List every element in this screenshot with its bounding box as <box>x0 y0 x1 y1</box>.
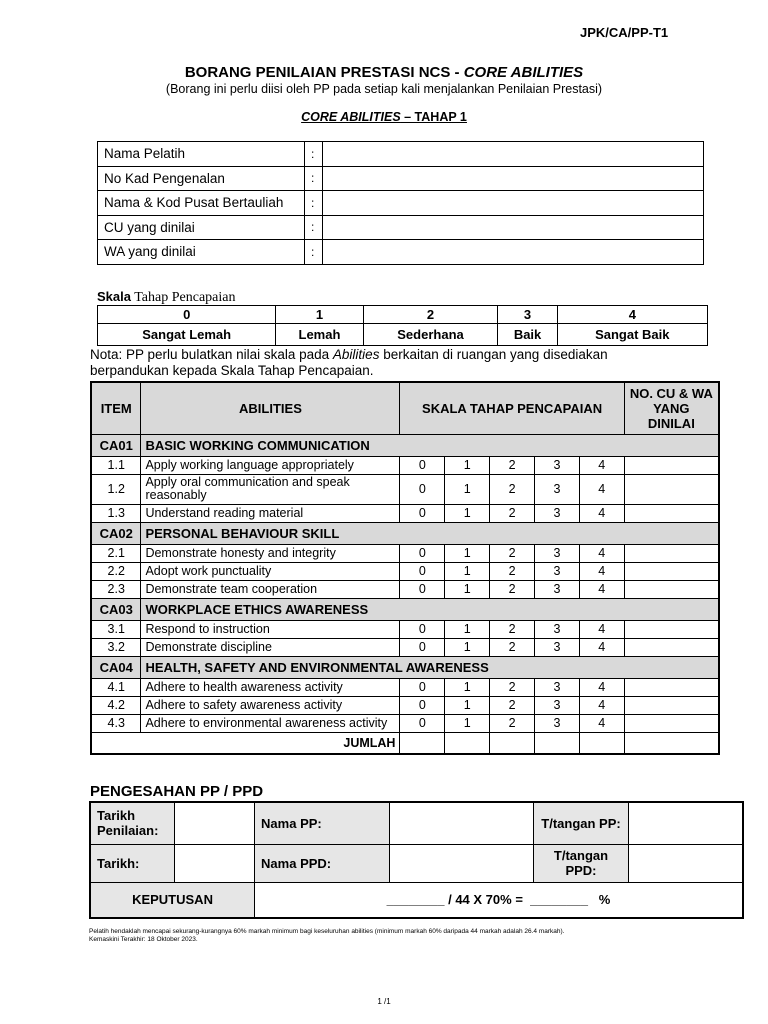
note-text <box>90 347 704 379</box>
score-option[interactable]: 0 <box>400 504 445 522</box>
scale-word: Baik <box>498 324 557 346</box>
cu-wa-field[interactable] <box>624 678 719 696</box>
score-option[interactable]: 4 <box>579 474 624 504</box>
score-option[interactable]: 1 <box>445 620 490 638</box>
score-option[interactable]: 0 <box>400 638 445 656</box>
keputusan-label: KEPUTUSAN <box>90 882 255 918</box>
trainee-info-row <box>98 215 704 240</box>
info-value-field[interactable] <box>323 166 704 191</box>
section-code: CA01 <box>91 434 141 456</box>
score-option[interactable]: 3 <box>535 580 580 598</box>
score-option[interactable]: 0 <box>400 544 445 562</box>
total-cell[interactable] <box>624 732 719 754</box>
info-colon: : <box>305 191 323 216</box>
score-option[interactable]: 3 <box>535 638 580 656</box>
ability-number: 1.3 <box>91 504 141 522</box>
ability-number: 1.2 <box>91 474 141 504</box>
ability-text: Demonstrate discipline <box>141 638 400 656</box>
section-title: BASIC WORKING COMMUNICATION <box>141 434 719 456</box>
score-option[interactable]: 3 <box>535 474 580 504</box>
ability-row <box>91 620 719 638</box>
scale-caption-bold: Skala <box>97 289 131 304</box>
level-title <box>0 110 768 124</box>
score-option[interactable]: 0 <box>400 714 445 732</box>
score-option[interactable]: 4 <box>579 504 624 522</box>
section-title: PERSONAL BEHAVIOUR SKILL <box>141 522 719 544</box>
scale-caption-rest: Tahap Pencapaian <box>130 290 236 305</box>
score-option[interactable]: 2 <box>490 714 535 732</box>
form-subtitle: (Borang ini perlu diisi oleh PP pada setiap kali menjalankan Penilaian Prestasi) <box>165 82 603 96</box>
cu-wa-field[interactable] <box>624 456 719 474</box>
nama-ppd-field[interactable] <box>389 844 533 882</box>
ability-number: 1.1 <box>91 456 141 474</box>
ability-number: 3.2 <box>91 638 141 656</box>
score-option[interactable]: 0 <box>400 696 445 714</box>
ability-row <box>91 562 719 580</box>
scale-word: Sangat Baik <box>557 324 707 346</box>
ability-text: Respond to instruction <box>141 620 400 638</box>
score-option[interactable]: 2 <box>490 638 535 656</box>
ability-text: Apply oral communication and speak reasonably <box>141 474 400 504</box>
verification-row-pp <box>90 802 743 844</box>
level-title-italic: CORE ABILITIES <box>301 110 401 124</box>
header-skala: SKALA TAHAP PENCAPAIAN <box>400 382 624 434</box>
ability-row <box>91 678 719 696</box>
score-option[interactable]: 0 <box>400 474 445 504</box>
form-title-italic: CORE ABILITIES <box>463 64 584 81</box>
score-option[interactable]: 1 <box>445 474 490 504</box>
total-label: JUMLAH <box>91 732 400 754</box>
score-option[interactable]: 3 <box>535 714 580 732</box>
score-option[interactable]: 2 <box>490 504 535 522</box>
verification-row-keputusan <box>90 882 743 918</box>
scale-caption <box>97 288 235 306</box>
info-colon: : <box>305 240 323 265</box>
footnote-line1: Pelatih hendaklah mencapai sekurang-kurangnya 60% markah minimum bagi keseluruhan abilities (minimum markah 60% daripada 44 markah adalah 26.4 markah). <box>89 928 565 935</box>
score-option[interactable]: 4 <box>579 678 624 696</box>
tarikh-label: Tarikh: <box>90 844 175 882</box>
nama-ppd-label: Nama PPD: <box>255 844 390 882</box>
ttangan-pp-label: T/tangan PP: <box>534 802 629 844</box>
form-title-main: BORANG PENILAIAN PRESTASI NCS - <box>184 64 464 81</box>
ability-number: 2.2 <box>91 562 141 580</box>
score-option[interactable]: 1 <box>445 580 490 598</box>
tarikh-field[interactable] <box>175 844 255 882</box>
scale-word: Lemah <box>276 324 363 346</box>
ttangan-ppd-label: T/tangan PPD: <box>534 844 629 882</box>
ability-number: 2.1 <box>91 544 141 562</box>
tarikh-penilaian-label: Tarikh Penilaian: <box>90 802 175 844</box>
cu-wa-field[interactable] <box>624 580 719 598</box>
cu-wa-field[interactable] <box>624 696 719 714</box>
score-option[interactable]: 2 <box>490 474 535 504</box>
form-title <box>0 64 768 81</box>
score-option[interactable]: 3 <box>535 678 580 696</box>
score-option[interactable]: 4 <box>579 580 624 598</box>
scale-number: 2 <box>363 306 498 324</box>
score-option[interactable]: 1 <box>445 544 490 562</box>
cu-wa-field[interactable] <box>624 562 719 580</box>
header-abilities: ABILITIES <box>141 382 400 434</box>
cu-wa-field[interactable] <box>624 620 719 638</box>
info-value-field[interactable] <box>323 215 704 240</box>
ability-number: 3.1 <box>91 620 141 638</box>
info-value-field[interactable] <box>323 191 704 216</box>
trainee-info-row <box>98 240 704 265</box>
cu-wa-field[interactable] <box>624 474 719 504</box>
nama-pp-label: Nama PP: <box>255 802 390 844</box>
abilities-table <box>90 381 720 755</box>
score-option[interactable]: 3 <box>535 456 580 474</box>
ability-row <box>91 504 719 522</box>
score-option[interactable]: 4 <box>579 620 624 638</box>
info-label: No Kad Pengenalan <box>98 166 305 191</box>
trainee-info-row <box>98 142 704 167</box>
score-option[interactable]: 1 <box>445 696 490 714</box>
ability-text: Adhere to health awareness activity <box>141 678 400 696</box>
ability-number: 4.2 <box>91 696 141 714</box>
score-option[interactable]: 0 <box>400 456 445 474</box>
header-cu-wa: NO. CU & WA YANG DINILAI <box>624 382 719 434</box>
trainee-info-table <box>97 141 704 265</box>
score-option[interactable]: 2 <box>490 678 535 696</box>
section-row <box>91 522 719 544</box>
ability-row <box>91 696 719 714</box>
document-code: JPK/CA/PP-T1 <box>580 25 669 40</box>
score-option[interactable]: 1 <box>445 562 490 580</box>
ability-number: 2.3 <box>91 580 141 598</box>
score-option[interactable]: 3 <box>535 562 580 580</box>
verification-row-ppd <box>90 844 743 882</box>
level-title-rest: – TAHAP 1 <box>400 110 467 124</box>
score-option[interactable]: 2 <box>490 544 535 562</box>
score-option[interactable]: 1 <box>445 638 490 656</box>
score-option[interactable]: 0 <box>400 562 445 580</box>
score-option[interactable]: 0 <box>400 620 445 638</box>
cu-wa-field[interactable] <box>624 504 719 522</box>
score-option[interactable]: 1 <box>445 456 490 474</box>
section-code: CA02 <box>91 522 141 544</box>
ability-row <box>91 456 719 474</box>
scale-table <box>97 305 708 346</box>
info-colon: : <box>305 166 323 191</box>
score-option[interactable]: 1 <box>445 504 490 522</box>
scale-words-row <box>98 324 708 346</box>
trainee-info-row <box>98 191 704 216</box>
verification-table <box>89 801 744 919</box>
section-code: CA04 <box>91 656 141 678</box>
section-title: WORKPLACE ETHICS AWARENESS <box>141 598 719 620</box>
total-cell[interactable] <box>445 732 490 754</box>
footnote <box>89 928 564 944</box>
ability-text: Adhere to environmental awareness activity <box>141 714 400 732</box>
scale-number: 4 <box>557 306 707 324</box>
note-part2: berkaitan di ruangan yang disediakan <box>379 347 608 362</box>
note-line2: berpandukan kepada Skala Tahap Pencapaian. <box>90 363 374 378</box>
scale-numbers-row <box>98 306 708 324</box>
ability-text: Demonstrate team cooperation <box>141 580 400 598</box>
ability-row <box>91 544 719 562</box>
footnote-line2: Kemaskini Terakhir: 18 Oktober 2023. <box>89 936 198 943</box>
ability-text: Understand reading material <box>141 504 400 522</box>
cu-wa-field[interactable] <box>624 638 719 656</box>
section-row <box>91 598 719 620</box>
nama-pp-field[interactable] <box>389 802 533 844</box>
score-option[interactable]: 4 <box>579 456 624 474</box>
section-code: CA03 <box>91 598 141 620</box>
tarikh-penilaian-field[interactable] <box>175 802 255 844</box>
score-option[interactable]: 4 <box>579 562 624 580</box>
section-row <box>91 656 719 678</box>
score-option[interactable]: 3 <box>535 696 580 714</box>
ttangan-ppd-field[interactable] <box>628 844 743 882</box>
score-option[interactable]: 3 <box>535 620 580 638</box>
ability-text: Adopt work punctuality <box>141 562 400 580</box>
score-option[interactable]: 3 <box>535 504 580 522</box>
info-value-field[interactable] <box>323 142 704 167</box>
note-italic: Abilities <box>332 347 380 362</box>
score-option[interactable]: 2 <box>490 580 535 598</box>
keputusan-formula[interactable]: ________ / 44 X 70% = ________ % <box>255 882 743 918</box>
scale-number: 0 <box>98 306 276 324</box>
ability-text: Demonstrate honesty and integrity <box>141 544 400 562</box>
ttangan-pp-field[interactable] <box>628 802 743 844</box>
score-option[interactable]: 2 <box>490 456 535 474</box>
info-colon: : <box>305 215 323 240</box>
score-option[interactable]: 0 <box>400 678 445 696</box>
info-label: CU yang dinilai <box>98 215 305 240</box>
info-label: Nama Pelatih <box>98 142 305 167</box>
score-option[interactable]: 1 <box>445 714 490 732</box>
ability-number: 4.3 <box>91 714 141 732</box>
scale-number: 3 <box>498 306 557 324</box>
abilities-header-row <box>91 382 719 434</box>
total-cell[interactable] <box>535 732 580 754</box>
section-row <box>91 434 719 456</box>
header-item: ITEM <box>91 382 141 434</box>
score-option[interactable]: 4 <box>579 696 624 714</box>
score-option[interactable]: 1 <box>445 678 490 696</box>
ability-text: Adhere to safety awareness activity <box>141 696 400 714</box>
trainee-info-body <box>98 142 704 265</box>
total-cell[interactable] <box>579 732 624 754</box>
pengesahan-title: PENGESAHAN PP / PPD <box>90 783 264 800</box>
page-number: 1 /1 <box>377 997 391 1006</box>
score-option[interactable]: 2 <box>490 620 535 638</box>
scale-number: 1 <box>276 306 363 324</box>
trainee-info-row <box>98 166 704 191</box>
total-row <box>91 732 719 754</box>
score-option[interactable]: 4 <box>579 544 624 562</box>
ability-row <box>91 474 719 504</box>
score-option[interactable]: 0 <box>400 580 445 598</box>
ability-text: Apply working language appropriately <box>141 456 400 474</box>
ability-row <box>91 638 719 656</box>
scale-word: Sederhana <box>363 324 498 346</box>
score-option[interactable]: 2 <box>490 562 535 580</box>
score-option[interactable]: 2 <box>490 696 535 714</box>
info-value-field[interactable] <box>323 240 704 265</box>
note-part1: Nota: PP perlu bulatkan nilai skala pada <box>90 347 333 362</box>
section-title: HEALTH, SAFETY AND ENVIRONMENTAL AWARENESS <box>141 656 719 678</box>
total-cell[interactable] <box>400 732 445 754</box>
ability-number: 4.1 <box>91 678 141 696</box>
cu-wa-field[interactable] <box>624 714 719 732</box>
scale-word: Sangat Lemah <box>98 324 276 346</box>
info-colon: : <box>305 142 323 167</box>
ability-row <box>91 580 719 598</box>
score-option[interactable]: 3 <box>535 544 580 562</box>
abilities-table-body <box>91 382 719 754</box>
cu-wa-field[interactable] <box>624 544 719 562</box>
total-cell[interactable] <box>490 732 535 754</box>
info-label: Nama & Kod Pusat Bertauliah <box>98 191 305 216</box>
info-label: WA yang dinilai <box>98 240 305 265</box>
score-option[interactable]: 4 <box>579 638 624 656</box>
ability-row <box>91 714 719 732</box>
score-option[interactable]: 4 <box>579 714 624 732</box>
